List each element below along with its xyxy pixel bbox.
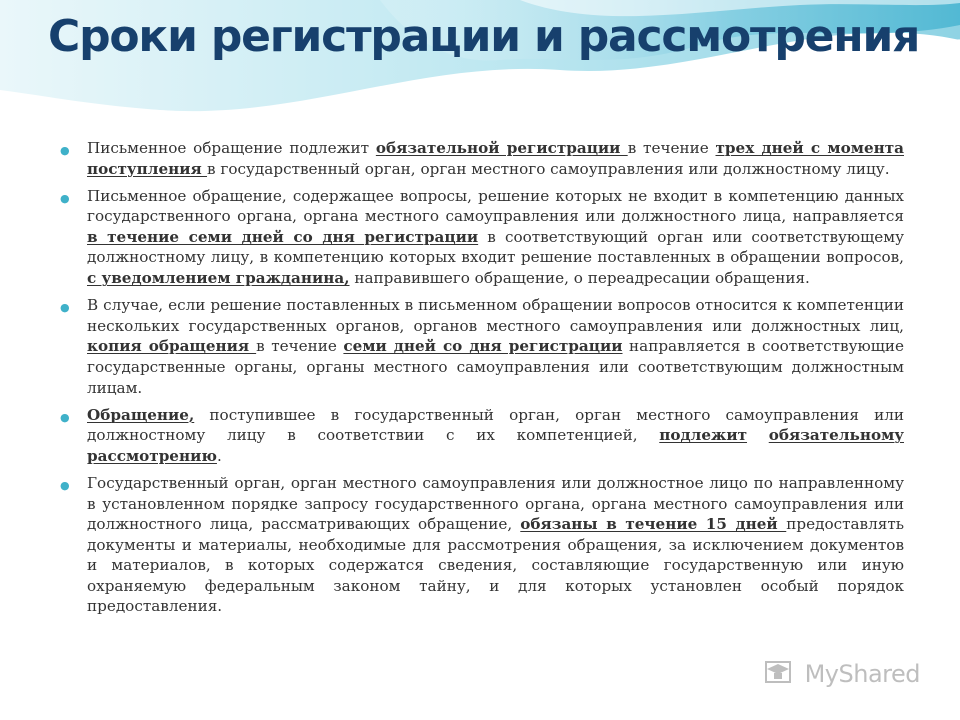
highlighted-term: семи дней со дня регистрации xyxy=(343,337,623,356)
paragraph-text: Государственный орган, орган местного самоуправления или должностное лицо по направленному в установленном порядке запросу государственного органа, органа местного самоуправления или должностного лица, рассматривающих обращение, xyxy=(87,473,904,534)
paragraph-text: Письменное обращение подлежит xyxy=(87,139,376,157)
highlighted-term: обязательной регистрации xyxy=(375,139,628,157)
bullet-icon: ● xyxy=(60,144,70,157)
paragraph-text: в течение xyxy=(627,139,716,157)
paragraph-text: предоставлять документы и материалы, необходимые для рассмотрения обращения, за исключением документов и материалов, в которых содержатся сведения, составляющие государственную или иную охраняемую федеральным законом тайну, и для которых установлен особый порядок предоставления. xyxy=(87,515,905,616)
paragraph-item xyxy=(58,295,904,398)
watermark xyxy=(763,656,920,692)
paragraph-text: направившего обращение, о переадресации обращения. xyxy=(349,269,810,288)
paragraph-text: в течение xyxy=(256,337,344,356)
paragraph-item xyxy=(58,473,904,617)
paragraph-text: направляется в соответствующие государственные органы, органы местного самоуправления или соответствующим должностным лицам. xyxy=(87,337,904,397)
paragraph-item xyxy=(58,405,904,467)
bullet-icon: ● xyxy=(60,191,70,205)
paragraph-item xyxy=(58,186,904,289)
mortarboard-icon xyxy=(763,656,793,692)
highlighted-term: обязаны в течение 15 дней xyxy=(520,515,787,534)
paragraph-list xyxy=(58,138,904,624)
paragraph-text: поступившее в государственный орган, орган местного самоуправления или должностному лицу в соответствии с их компетенцией, xyxy=(87,405,904,445)
watermark-text: MyShared xyxy=(804,660,920,688)
paragraph-item xyxy=(58,138,904,179)
highlighted-term: с уведомлением гражданина, xyxy=(87,269,350,288)
paragraph-text: в государственный орган, орган местного самоуправления или должностному лицу. xyxy=(207,159,890,178)
paragraph-text: . xyxy=(216,446,222,465)
bullet-icon: ● xyxy=(60,301,70,315)
paragraph-text: в соответствующий орган или соответствующему должностному лицу, в компетенцию которых входит решение поставленных в обращении вопросов, xyxy=(87,227,905,267)
highlighted-term: подлежит xyxy=(659,426,748,445)
highlighted-term: в течение семи дней со дня регистрации xyxy=(87,227,479,246)
bullet-icon: ● xyxy=(60,478,70,492)
paragraph-text: Письменное обращение, содержащее вопросы, решение которых не входит в компетенцию данных государственного органа, органа местного самоуправления или должностного лица, направляется xyxy=(87,186,904,226)
paragraph-text xyxy=(747,426,769,444)
highlighted-term: Обращение, xyxy=(87,405,195,424)
bullet-icon: ● xyxy=(60,410,70,424)
page-title: Сроки регистрации и рассмотрения xyxy=(48,11,920,62)
highlighted-term: обязательному рассмотрению xyxy=(87,426,904,465)
paragraph-text: В случае, если решение поставленных в письменном обращении вопросов относится к компетенции нескольких государственных органов, органов местного самоуправления или должностных лиц, xyxy=(87,296,904,335)
highlighted-term: трех дней с момента поступления xyxy=(87,139,904,178)
highlighted-term: копия обращения xyxy=(87,337,257,356)
